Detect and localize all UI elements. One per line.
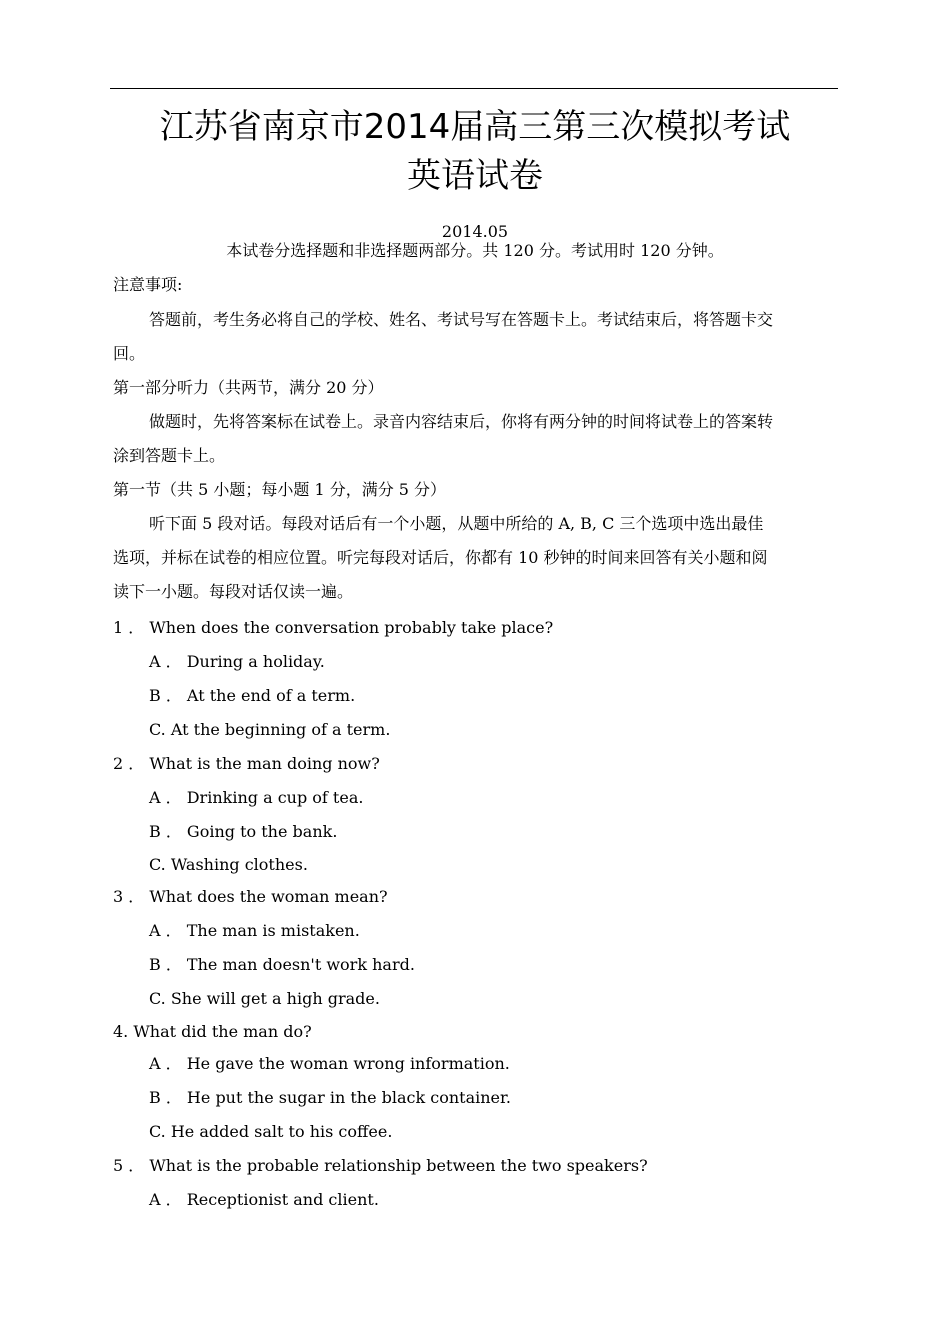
section1-text-line3: 读下一小题。每段对话仅读一遍。 [113, 582, 354, 601]
question-3-option-c: C. She will get a high grade. [149, 989, 380, 1008]
section1-text-line1: 听下面 5 段对话。每段对话后有一个小题，从题中所给的 A, B, C 三个选项中选出最佳 [149, 514, 764, 533]
exam-title-line2: 英语试卷 [407, 156, 543, 196]
question-3-option-b: B ． The man doesn't work hard. [149, 955, 415, 974]
section1-heading: 第一节（共 5 小题；每小题 1 分，满分 5 分） [113, 480, 447, 499]
exam-date: 2014.05 [441, 222, 509, 241]
question-2-option-a: A ． Drinking a cup of tea. [149, 788, 364, 807]
question-4-option-c: C. He added salt to his coffee. [149, 1122, 393, 1141]
question-1-option-a: A ． During a holiday. [149, 652, 325, 671]
part1-text-line1: 做题时，先将答案标在试卷上。录音内容结束后，你将有两分钟的时间将试卷上的答案转 [149, 412, 774, 431]
question-2: 2 ． What is the man doing now? [113, 754, 380, 773]
notice-text-line2: 回。 [113, 344, 146, 363]
part1-text-line2: 涂到答题卡上。 [113, 446, 226, 465]
question-1: 1 ． When does the conversation probably take place? [113, 618, 554, 637]
question-4-option-b: B ． He put the sugar in the black container. [149, 1088, 511, 1107]
part1-heading: 第一部分听力（共两节，满分 20 分） [113, 378, 384, 397]
question-4: 4. What did the man do? [113, 1022, 312, 1041]
question-2-option-c: C. Washing clothes. [149, 855, 308, 874]
question-1-option-b: B ． At the end of a term. [149, 686, 356, 705]
header-rule [110, 88, 838, 89]
notice-text-line1: 答题前，考生务必将自己的学校、姓名、考试号写在答题卡上。考试结束后，将答题卡交 [149, 310, 774, 329]
notice-heading: 注意事项: [113, 275, 183, 294]
question-3-option-a: A ． The man is mistaken. [149, 921, 360, 940]
question-1-option-c: C. At the beginning of a term. [149, 720, 391, 739]
question-2-option-b: B ． Going to the bank. [149, 822, 338, 841]
question-3: 3 ． What does the woman mean? [113, 887, 388, 906]
question-4-option-a: A ． He gave the woman wrong information. [149, 1054, 510, 1073]
section1-text-line2: 选项，并标在试卷的相应位置。听完每段对话后，你都有 10 秒钟的时间来回答有关小题和阅 [113, 548, 768, 567]
exam-intro: 本试卷分选择题和非选择题两部分。共 120 分。考试用时 120 分钟。 [226, 241, 724, 260]
exam-title-line1: 江苏省南京市2014届高三第三次模拟考试 [159, 107, 791, 147]
question-5: 5 ． What is the probable relationship between the two speakers? [113, 1156, 648, 1175]
question-5-option-a: A ． Receptionist and client. [149, 1190, 379, 1209]
